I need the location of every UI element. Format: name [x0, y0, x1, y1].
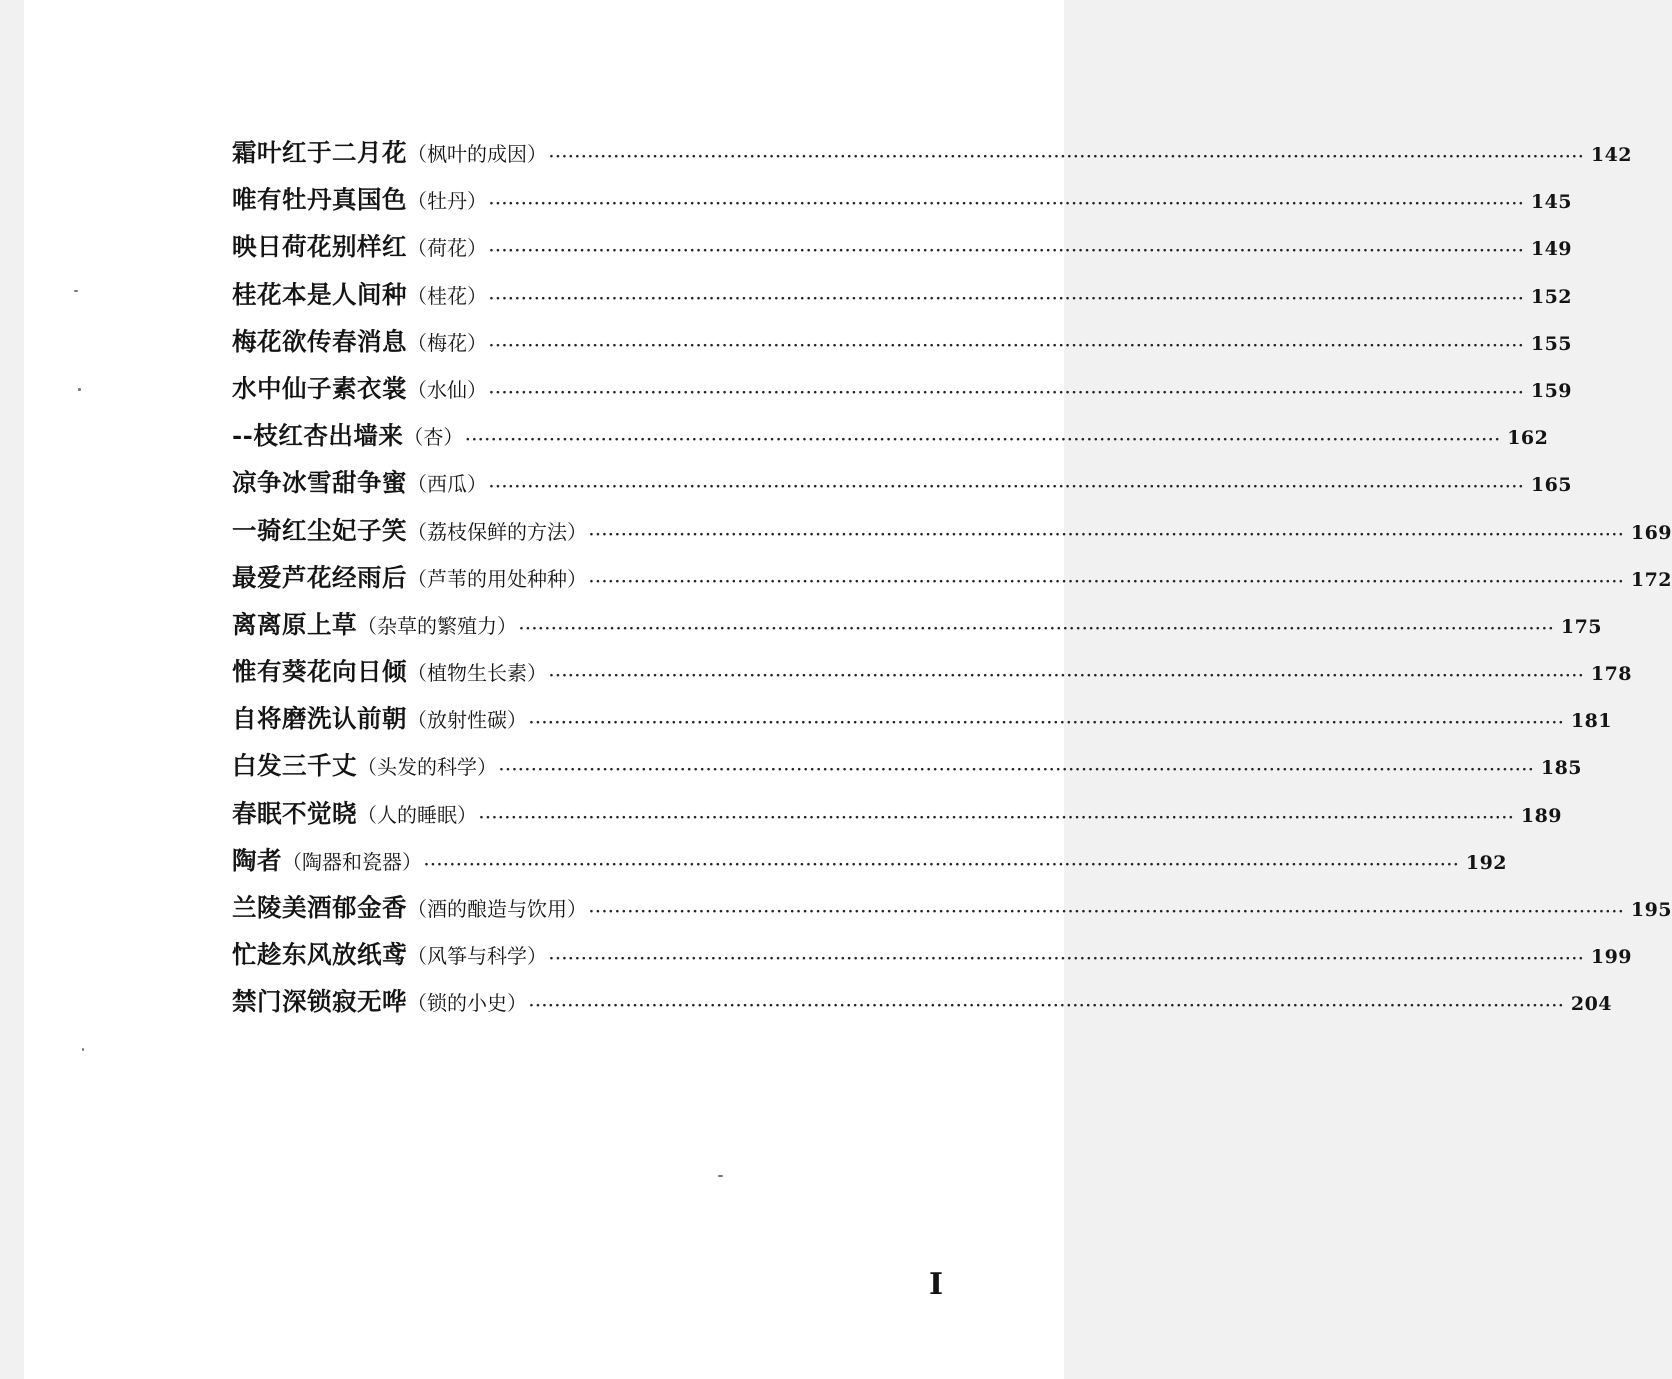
toc-entry [232, 559, 1672, 606]
entry-title: 惟有葵花向日倾 [232, 657, 407, 687]
entry-title: 一骑红尘妃子笑 [232, 515, 407, 545]
entry-page-number: 145 [1530, 191, 1573, 214]
entry-page-number: 192 [1465, 851, 1508, 874]
dot-leader: ································································································································································ [489, 479, 1525, 496]
entry-page-number: 178 [1590, 663, 1633, 686]
dot-leader: ································································································································································ [549, 149, 1585, 165]
entry-page-number: 169 [1630, 521, 1672, 544]
entry-page-number: 155 [1530, 332, 1573, 355]
entry-subtitle: （锁的小史） [407, 991, 527, 1016]
entry-page-number: 159 [1530, 379, 1573, 402]
entry-title: 离离原上草 [232, 609, 357, 639]
entry-title: 兰陵美酒郁金香 [232, 893, 407, 922]
entry-title: 禁门深锁寂无哗 [232, 987, 407, 1017]
entry-subtitle: （杏） [403, 425, 464, 450]
entry-page-number: 199 [1590, 946, 1633, 969]
entry-title: 忙趁东风放纸鸢 [232, 940, 407, 970]
toc-entry [232, 842, 1508, 889]
toc-entry [232, 747, 1583, 794]
dot-leader: ································································································································································ [589, 573, 1625, 590]
entry-subtitle: （头发的科学） [357, 755, 497, 780]
entry-subtitle: （风筝与科学） [407, 944, 547, 969]
toc-entry [232, 795, 1563, 842]
dot-leader: ································································································································································ [529, 998, 1565, 1015]
entry-page-number: 149 [1530, 238, 1573, 261]
entry-page-number: 142 [1590, 144, 1633, 166]
entry-subtitle: （牡丹） [407, 189, 487, 214]
scan-speck [82, 1048, 84, 1051]
toc-entry [232, 134, 1633, 181]
toc-entry [232, 323, 1573, 370]
entry-title: 陶者 [232, 845, 282, 875]
entry-page-number: 175 [1560, 615, 1603, 638]
entry-subtitle: （酒的酿造与饮用） [407, 897, 587, 921]
toc-entry [232, 276, 1573, 323]
dot-leader: ································································································································································ [489, 290, 1525, 307]
toc-entry [232, 181, 1573, 228]
dot-leader: ································································································································································ [549, 668, 1585, 685]
toc-entry [232, 889, 1672, 936]
dot-leader: ································································································································································ [479, 809, 1515, 826]
toc-entry [232, 653, 1633, 700]
scan-speck [718, 1175, 723, 1177]
entry-subtitle: （芦苇的用处种种） [407, 566, 587, 591]
entry-page-number: 165 [1530, 474, 1573, 497]
dot-leader: ································································································································································ [549, 951, 1585, 968]
entry-page-number: 172 [1630, 568, 1672, 591]
entry-page-number: 185 [1540, 757, 1583, 780]
entry-subtitle: （水仙） [407, 377, 487, 402]
entry-subtitle: （桂花） [407, 283, 487, 308]
entry-page-number: 189 [1520, 804, 1563, 827]
entry-subtitle: （陶器和瓷器） [282, 849, 422, 874]
toc-entry [232, 464, 1573, 511]
entry-title: 水中仙子素衣裳 [232, 373, 407, 403]
document-page [24, 0, 1672, 1379]
dot-leader: ································································································································································ [529, 715, 1565, 732]
dot-leader: ································································································································································ [589, 526, 1625, 543]
entry-title: 最爱芦花经雨后 [232, 562, 407, 592]
dot-leader: ································································································································································ [499, 762, 1535, 779]
dot-leader: ································································································································································ [519, 620, 1555, 637]
entry-subtitle: （植物生长素） [407, 661, 547, 686]
page-folio: I [929, 1267, 944, 1302]
entry-title: 梅花欲传春消息 [232, 326, 407, 356]
entry-title: 映日荷花别样红 [232, 232, 407, 262]
entry-title: 霜叶红于二月花 [232, 138, 407, 167]
toc-entry [232, 370, 1573, 417]
toc-entry [232, 417, 1549, 464]
entry-page-number: 204 [1570, 993, 1613, 1016]
entry-title: --枝红杏出墙来 [232, 421, 404, 451]
entry-title: 自将磨洗认前朝 [232, 704, 407, 734]
entry-subtitle: （杂草的繁殖力） [357, 613, 517, 638]
dot-leader: ································································································································································ [489, 384, 1525, 401]
entry-title: 春眠不觉晓 [232, 798, 357, 828]
entry-title: 凉争冰雪甜争蜜 [232, 468, 407, 498]
toc-entry [232, 512, 1672, 559]
scan-speck [78, 388, 81, 391]
toc-entry [232, 983, 1613, 1030]
entry-title: 白发三千丈 [232, 751, 357, 781]
entry-subtitle: （西瓜） [407, 472, 487, 497]
toc-entry [232, 700, 1613, 747]
dot-leader: ································································································································································ [489, 196, 1525, 213]
entry-page-number: 152 [1530, 285, 1573, 308]
entry-subtitle: （枫叶的成因） [407, 142, 547, 166]
dot-leader: ································································································································································ [424, 856, 1460, 873]
dot-leader: ································································································································································ [489, 337, 1525, 354]
entry-page-number: 181 [1570, 710, 1613, 733]
table-of-contents [232, 134, 1672, 1031]
toc-entry [232, 606, 1603, 653]
dot-leader: ································································································································································ [589, 904, 1625, 920]
scan-speck [74, 290, 78, 292]
entry-subtitle: （梅花） [407, 330, 487, 355]
dot-leader: ································································································································································ [465, 432, 1502, 449]
entry-subtitle: （放射性碳） [407, 708, 527, 733]
toc-entry [232, 936, 1633, 983]
toc-entry [232, 228, 1573, 275]
entry-subtitle: （人的睡眠） [357, 802, 477, 827]
entry-subtitle: （荔枝保鲜的方法） [407, 519, 587, 544]
entry-page-number: 195 [1630, 899, 1672, 921]
entry-title: 桂花本是人间种 [232, 279, 407, 309]
entry-title: 唯有牡丹真国色 [232, 185, 407, 215]
dot-leader: ································································································································································ [489, 243, 1525, 260]
entry-subtitle: （荷花） [407, 236, 487, 261]
entry-page-number: 162 [1507, 427, 1549, 450]
